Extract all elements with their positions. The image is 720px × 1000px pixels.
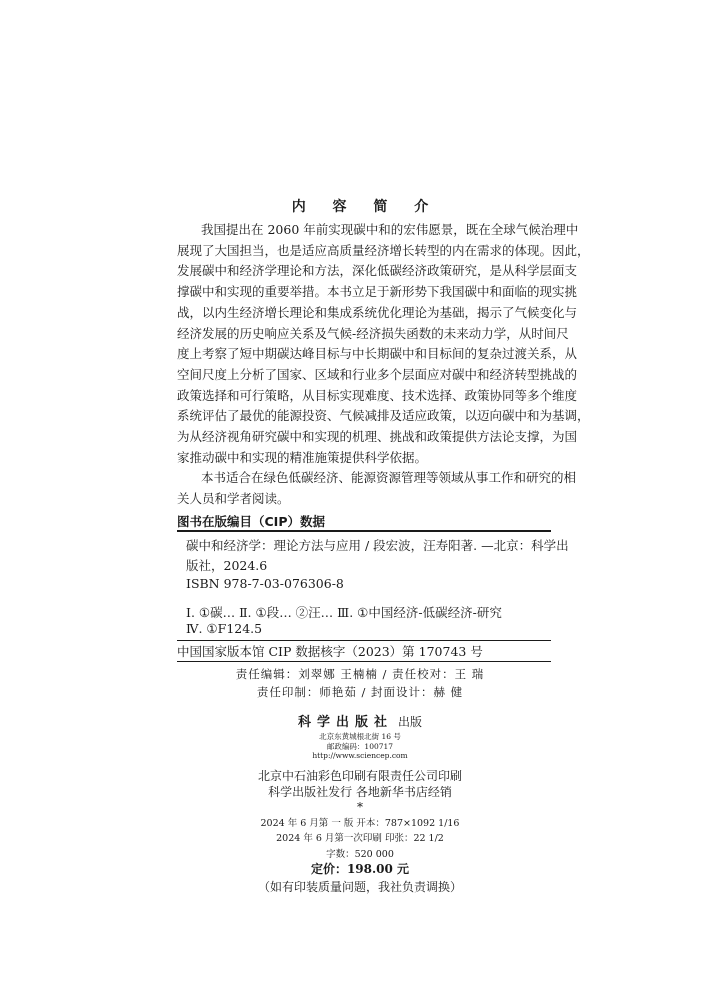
summary-line: 本书适合在绿色低碳经济、能源资源管理等领域从事工作和研究的相 — [201, 470, 577, 485]
credits-line: 责任编辑：刘翠娜 王楠楠 / 责任校对：王 瑞 — [235, 667, 485, 681]
cip-top-rule — [177, 530, 551, 532]
word-count: 字数：520 000 — [326, 849, 394, 860]
printer-line: 北京中石油彩色印刷有限责任公司印刷 — [257, 769, 462, 783]
summary-line: 发展碳中和经济学理论和方法，深化低碳经济政策研究，是从科学层面支 — [177, 263, 578, 278]
edition-line: 2024 年 6 月第 一 版 开本：787×1092 1/16 — [260, 818, 460, 829]
cip-line: 版社，2024.6 — [186, 558, 268, 573]
summary-line: 家推动碳中和实现的精准施策提供科学依据。 — [177, 450, 428, 465]
printing-line: 2024 年 6 月第一次印刷 印张：22 1/2 — [276, 833, 444, 844]
cip-line: 碳中和经济学：理论方法与应用 / 段宏波，汪寿阳著. —北京：科学出 — [186, 538, 569, 553]
cip-line: Ⅳ. ①F124.5 — [186, 621, 263, 636]
summary-line: 政策选择和可行策略，从目标实现难度、技术选择、政策协同等多个维度 — [177, 388, 578, 403]
quality-notice: （如有印装质量问题，我社负责调换） — [257, 880, 462, 894]
cip-rule — [177, 640, 551, 641]
publisher-address: 北京东黄城根北街 16 号 — [319, 732, 401, 741]
cip-line: Ⅰ. ①碳… Ⅱ. ①段… ②汪… Ⅲ. ①中国经济-低碳经济-研究 — [186, 605, 502, 620]
separator-mark: * — [357, 800, 363, 814]
distribution-line: 科学出版社发行 各地新华书店经销 — [268, 785, 452, 799]
publisher-mark — [0, 711, 720, 730]
summary-line: 我国提出在 2060 年前实现碳中和的宏伟愿景，既在全球气候治理中 — [201, 222, 579, 237]
summary-line: 战，以内生经济增长理论和集成系统优化理论为基础，揭示了气候变化与 — [177, 305, 578, 320]
summary-line: 撑碳中和实现的重要举措。本书立足于新形势下我国碳中和面临的现实挑 — [177, 284, 578, 299]
summary-line: 空间尺度上分析了国家、区域和行业多个层面应对碳中和经济转型挑战的 — [177, 367, 578, 382]
cip-line: ISBN 978-7-03-076306-8 — [186, 576, 344, 591]
credits-line: 责任印制：师艳茹 / 封面设计：赫 健 — [256, 685, 464, 699]
summary-line: 经济发展的历史响应关系及气候-经济损失函数的未来动力学，从时间尺 — [177, 326, 569, 341]
publisher-postcode: 邮政编码：100717 — [326, 742, 394, 751]
page-title: 内 容 简 介 — [291, 199, 440, 215]
summary-line: 度上考察了短中期碳达峰目标与中长期碳中和目标间的复杂过渡关系，从 — [177, 346, 578, 361]
publisher-suffix: 出版 — [398, 715, 423, 729]
summary-line: 系统评估了最优的能源投资、气候减排及适应政策，以迈向碳中和为基调， — [177, 408, 590, 423]
summary-line: 关人员和学者阅读。 — [177, 491, 290, 506]
cip-record-number: 中国国家版本馆 CIP 数据核字（2023）第 170743 号 — [177, 644, 483, 659]
publisher-logo: 科学出版社 — [297, 715, 393, 730]
publisher-url: http://www.sciencep.com — [312, 751, 408, 760]
cip-heading: 图书在版编目（CIP）数据 — [177, 514, 325, 529]
summary-line: 为从经济视角研究碳中和实现的机理、挑战和政策提供方法论支撑，为国 — [177, 429, 578, 444]
price: 定价：198.00 元 — [310, 862, 410, 876]
summary-line: 展现了大国担当，也是适应高质量经济增长转型的内在需求的体现。因此， — [177, 243, 590, 258]
cip-bottom-rule — [177, 661, 551, 662]
